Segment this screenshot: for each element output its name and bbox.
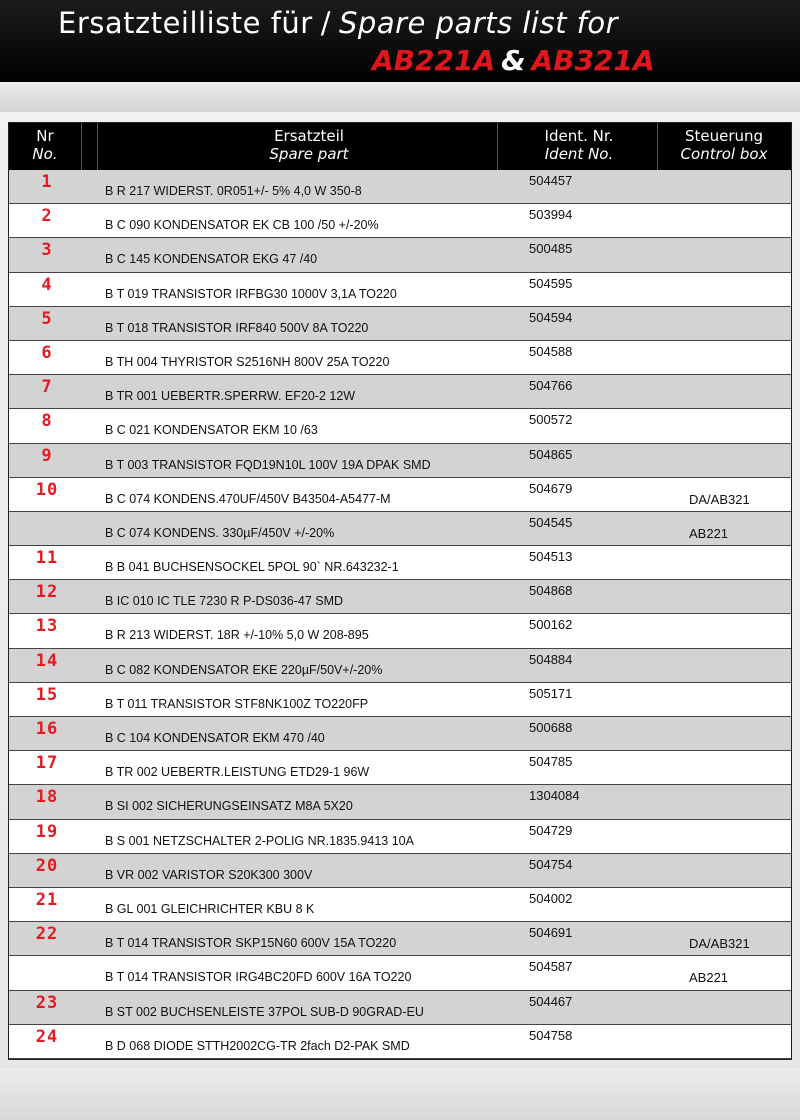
row-number: 23 [35, 992, 59, 1013]
control-box: AB221 [689, 525, 729, 541]
table-row [9, 204, 791, 238]
row-number: 8 [41, 411, 53, 432]
table-row [9, 546, 791, 580]
ident-number: 504002 [529, 890, 573, 906]
row-number: 5 [41, 308, 53, 329]
part-description: B C 104 KONDENSATOR EKM 470 /40 [105, 731, 325, 745]
part-description: B GL 001 GLEICHRICHTER KBU 8 K [105, 901, 315, 916]
part-description: B R 217 WIDERST. 0R051+/- 5% 4,0 W 350-8 [105, 184, 362, 198]
column-header-nr-de: Nr [36, 127, 54, 145]
table-row [9, 1025, 791, 1059]
title-separator: / [320, 6, 331, 40]
table-row [9, 444, 791, 478]
row-number: 16 [35, 719, 59, 739]
row-number: 20 [35, 855, 59, 876]
part-description: B TR 001 UEBERTR.SPERRW. EF20-2 12W [105, 389, 356, 404]
part-description: B ST 002 BUCHSENLEISTE 37POL SUB-D 90GRAD-EU [105, 1004, 424, 1019]
control-box: DA/AB321 [689, 491, 750, 507]
column-header-control-box-en: Control box [680, 145, 768, 163]
table-row [9, 273, 791, 307]
table-row [9, 649, 791, 683]
row-number: 1 [41, 172, 53, 192]
table-row [9, 820, 791, 854]
model-b: AB321A [531, 44, 655, 77]
column-header-control-box-de: Steuerung [684, 127, 764, 145]
ident-number: 504884 [529, 651, 573, 667]
control-box: DA/AB321 [689, 936, 750, 952]
table-header [9, 123, 791, 170]
part-description: B TR 002 UEBERTR.LEISTUNG ETD29-1 96W [105, 765, 370, 780]
table-row [9, 409, 791, 443]
title-english: Spare parts list for [339, 6, 619, 40]
table-row [9, 854, 791, 888]
part-description: B C 021 KONDENSATOR EKM 10 /63 [105, 423, 318, 438]
page-title [58, 6, 618, 40]
ident-number: 503994 [529, 207, 573, 223]
row-number: 18 [35, 787, 59, 808]
ident-number: 504865 [529, 446, 573, 462]
ident-number: 504679 [529, 480, 573, 496]
column-header-part-de: Ersatzteil [274, 127, 344, 145]
ident-number: 505171 [529, 685, 573, 701]
table-body [9, 170, 791, 1059]
table-row [9, 991, 791, 1025]
row-number: 15 [35, 684, 59, 705]
header-divider [81, 123, 82, 170]
row-number: 13 [35, 616, 59, 637]
column-header-ident [505, 127, 653, 163]
ident-number: 504588 [529, 343, 573, 359]
model-a: AB221A [372, 44, 496, 77]
part-description: B C 074 KONDENS.470UF/450V B43504-A5477-M [105, 491, 391, 506]
row-number: 10 [35, 479, 59, 500]
ident-number: 504758 [529, 1027, 573, 1043]
table-row [9, 888, 791, 922]
part-description: B TH 004 THYRISTOR S2516NH 800V 25A TO220 [105, 354, 390, 369]
row-number: 7 [41, 377, 53, 398]
table-row [9, 922, 791, 956]
part-description: B C 082 KONDENSATOR EKE 220µF/50V+/-20% [105, 662, 383, 677]
row-number: 2 [41, 206, 53, 227]
row-number: 21 [35, 889, 59, 910]
ident-number: 504545 [529, 514, 573, 530]
ident-number: 504587 [529, 959, 573, 975]
column-header-nr-en: No. [32, 145, 58, 163]
ident-number: 504691 [529, 925, 573, 941]
column-header-control-box [659, 127, 789, 163]
part-description: B SI 002 SICHERUNGSEINSATZ M8A 5X20 [105, 799, 353, 814]
table-row [9, 717, 791, 751]
ident-number: 500688 [529, 720, 573, 735]
ident-number: 500162 [529, 617, 573, 633]
ident-number: 504457 [529, 173, 573, 188]
part-description: B D 068 DIODE STTH2002CG-TR 2fach D2-PAK SMD [105, 1038, 410, 1053]
table-row [9, 614, 791, 648]
ident-number: 500485 [529, 241, 573, 257]
header-divider [497, 123, 498, 170]
row-number: 9 [41, 445, 53, 466]
header-divider [657, 123, 658, 170]
header-band [0, 82, 800, 112]
table-row [9, 785, 791, 819]
part-description: B R 213 WIDERST. 18R +/-10% 5,0 W 208-895 [105, 628, 369, 643]
table-row [9, 956, 791, 990]
column-header-ident-en: Ident No. [544, 145, 614, 163]
ident-number: 504766 [529, 378, 573, 394]
row-number: 24 [35, 1026, 59, 1047]
ident-number: 504594 [529, 309, 573, 325]
control-box: AB221 [689, 970, 729, 986]
row-number: 3 [41, 240, 53, 261]
column-header-part-en: Spare part [269, 145, 349, 163]
header-divider [97, 123, 98, 170]
part-description: B T 014 TRANSISTOR IRG4BC20FD 600V 16A TO220 [105, 970, 412, 985]
ident-number: 504785 [529, 754, 573, 770]
footer-band [0, 1068, 800, 1120]
part-description: B C 145 KONDENSATOR EKG 47 /40 [105, 252, 318, 267]
table-row [9, 341, 791, 375]
column-header-part [129, 127, 489, 163]
ident-number: 504868 [529, 583, 573, 599]
row-number: 11 [35, 548, 59, 569]
table-row [9, 170, 791, 204]
model-names [372, 44, 655, 77]
header-banner [0, 0, 800, 82]
part-description: B IC 010 IC TLE 7230 R P-DS036-47 SMD [105, 594, 344, 609]
ident-number: 1304084 [529, 788, 580, 804]
row-number: 4 [41, 274, 53, 295]
part-description: B VR 002 VARISTOR S20K300 300V [105, 867, 313, 882]
table-row [9, 478, 791, 512]
model-ampersand: & [501, 44, 526, 77]
title-german: Ersatzteilliste für [58, 6, 313, 40]
part-description: B T 003 TRANSISTOR FQD19N10L 100V 19A DPAK SMD [105, 457, 431, 472]
part-description: B C 090 KONDENSATOR EK CB 100 /50 +/-20% [105, 218, 379, 233]
part-description: B T 014 TRANSISTOR SKP15N60 600V 15A TO220 [105, 936, 397, 951]
row-number: 17 [35, 753, 59, 774]
part-description: B S 001 NETZSCHALTER 2-POLIG NR.1835.9413 10A [105, 833, 414, 848]
ident-number: 504729 [529, 822, 573, 838]
row-number: 12 [35, 582, 59, 603]
ident-number: 504513 [529, 549, 573, 565]
row-number: 22 [35, 924, 59, 945]
ident-number: 500572 [529, 412, 573, 428]
part-description: B T 019 TRANSISTOR IRFBG30 1000V 3,1A TO220 [105, 286, 397, 301]
row-number: 14 [35, 650, 59, 671]
part-description: B B 041 BUCHSENSOCKEL 5POL 90` NR.643232-1 [105, 560, 399, 575]
spare-parts-table [8, 122, 792, 1060]
table-row [9, 751, 791, 785]
table-row [9, 683, 791, 717]
table-row [9, 580, 791, 614]
part-description: B T 018 TRANSISTOR IRF840 500V 8A TO220 [105, 320, 369, 335]
table-row [9, 375, 791, 409]
part-description: B C 074 KONDENS. 330µF/450V +/-20% [105, 525, 335, 540]
row-number: 19 [35, 821, 59, 842]
part-description: B T 011 TRANSISTOR STF8NK100Z TO220FP [105, 696, 369, 711]
table-row [9, 307, 791, 341]
ident-number: 504467 [529, 993, 573, 1009]
table-row [9, 238, 791, 272]
column-header-ident-de: Ident. Nr. [544, 127, 614, 145]
ident-number: 504754 [529, 856, 573, 872]
row-number: 6 [41, 342, 53, 363]
ident-number: 504595 [529, 275, 573, 291]
column-header-nr [19, 127, 71, 163]
table-row [9, 512, 791, 546]
